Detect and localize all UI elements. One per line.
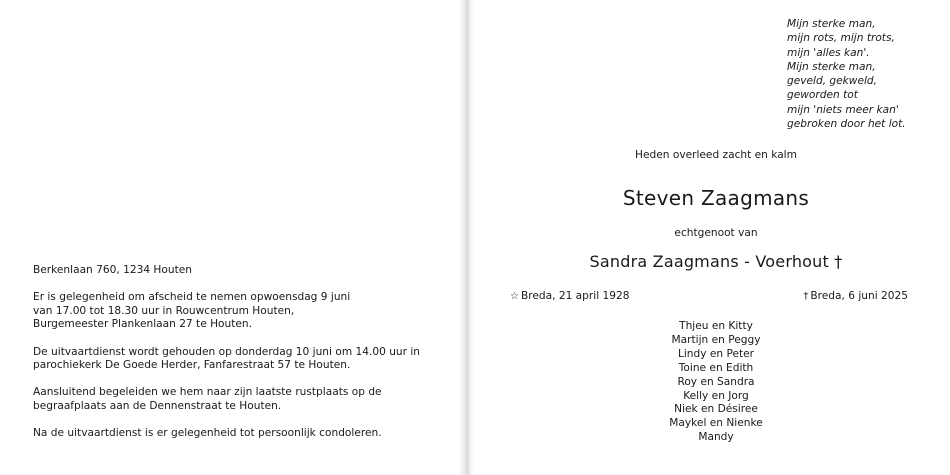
service-line: parochiekerk De Goede Herder, Fanfarestraat 57 te Houten. (33, 359, 351, 372)
page-fold (458, 0, 474, 475)
announcement-intro: Heden overleed zacht en kalm (635, 149, 797, 161)
star-icon: ☆ (510, 291, 519, 302)
poem-line: geveld, gekweld, (787, 75, 878, 88)
farewell-line: Er is gelegenheid om afscheid te nemen opwoensdag 9 juni (33, 291, 351, 304)
poem-line: geworden tot (787, 89, 858, 102)
cross-icon: † (803, 291, 809, 302)
poem-line: mijn rots, mijn trots, (787, 32, 895, 45)
birth-date: Breda, 21 april 1928 (520, 290, 630, 302)
birth-info (510, 290, 629, 302)
condolence-line: Na de uitvaartdienst is er gelegenheid tot persoonlijk condoleren. (33, 427, 382, 440)
family-member: Mandy (698, 431, 734, 444)
family-member: Roy en Sandra (677, 375, 755, 388)
burial-line: begraafplaats aan de Dennenstraat te Houten. (33, 399, 282, 412)
poem-line: mijn 'niets meer kan' (787, 103, 899, 116)
family-member: Martijn en Peggy (671, 333, 761, 346)
address: Berkenlaan 760, 1234 Houten (33, 264, 192, 276)
right-page (474, 0, 950, 475)
burial-line: Aansluitend begeleiden we hem naar zijn laatste rustplaats op de (33, 386, 382, 399)
farewell-line: Burgemeester Plankenlaan 27 te Houten. (33, 318, 252, 331)
death-info (803, 290, 908, 302)
farewell-line: van 17.00 tot 18.30 uur in Rouwcentrum Houten, (33, 304, 295, 317)
spouse-name: Sandra Zaagmans - Voerhout † (589, 252, 843, 271)
service-line: De uitvaartdienst wordt gehouden op donderdag 10 juni om 14.00 uur in (33, 345, 421, 358)
practical-info (33, 264, 443, 441)
poem-line: Mijn sterke man, (787, 60, 876, 73)
poem (787, 17, 906, 131)
family-member: Lindy en Peter (677, 347, 755, 360)
deceased-name: Steven Zaagmans (622, 186, 810, 210)
poem-line: mijn 'alles kan'. (787, 46, 870, 59)
relation-text: echtgenoot van (674, 227, 758, 239)
family-member: Niek en Désiree (674, 403, 758, 416)
poem-line: gebroken door het lot. (787, 118, 906, 131)
family-list (474, 320, 950, 445)
family-member: Toine en Edith (678, 361, 754, 374)
death-date: Breda, 6 juni 2025 (810, 290, 908, 302)
poem-line: Mijn sterke man, (787, 18, 876, 30)
family-member: Thjeu en Kitty (679, 320, 753, 332)
family-member: Maykel en Nienke (669, 417, 763, 430)
family-member: Kelly en Jorg (683, 389, 749, 402)
left-page (0, 0, 460, 475)
